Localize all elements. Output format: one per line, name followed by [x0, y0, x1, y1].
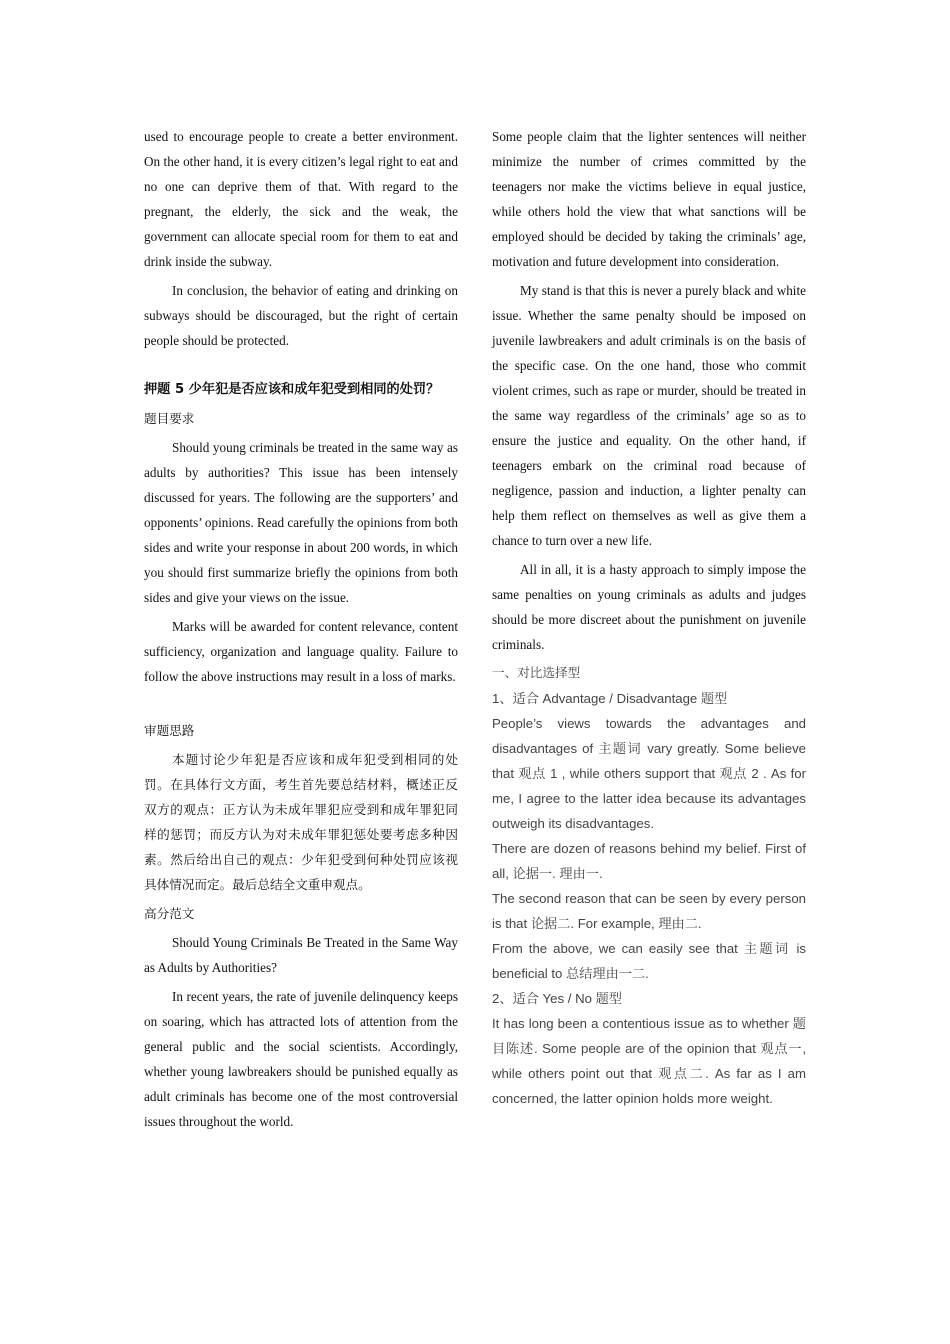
essay-paragraph-2: Some people claim that the lighter sentences will neither minimize the number of crimes committed by the teenagers nor make the victims believe in equal justice, while others hold the view that what sanctions will be employed should be decided by taking the criminals’ age, motivation and future development into consideration.	[492, 129, 806, 269]
paragraph-requirements-marks: Marks will be awarded for content relevance, content sufficiency, organization and language quality. Failure to follow the above instructions may result in a loss of marks.	[144, 619, 458, 684]
template-paragraph-4: From the above, we can easily see that 主题词 is beneficial to 总结理由一二.	[492, 941, 806, 981]
essay-paragraph-1: In recent years, the rate of juvenile delinquency keeps on soaring, which has attracted lots of attention from the general public and the social scientists. Accordingly, whether young lawbreakers should be punished equally as adult criminals has become one of the most controversial issues throughout the world.	[144, 989, 458, 1129]
section-heading-topic5: 押题 5 少年犯是否应该和成年犯受到相同的处罚？	[144, 382, 440, 397]
template-paragraph-1: People’s views towards the advantages and disadvantages of 主题词 vary greatly. Some believe that 观点 1 , while others support that 观点 2 . As for me, I agree to the latter idea because its advantages outweigh its disadvantages.	[492, 716, 806, 831]
essay-paragraph-4: All in all, it is a hasty approach to simply impose the same penalties on young criminals as adults and judges should be more discreet about the punishment on juvenile criminals.	[492, 562, 806, 652]
paragraph-subway-rights: used to encourage people to create a better environment. On the other hand, it is every citizen’s legal right to eat and no one can deprive them of that. With regard to the pregnant, the elderly, the sick and the weak, the government can allocate special room for them to eat and drink inside the subway.	[144, 129, 458, 269]
right-column	[492, 124, 806, 1111]
label-sample-essay: 高分范文	[144, 906, 195, 921]
left-column	[144, 124, 458, 1138]
template-heading: 一、对比选择型	[492, 666, 581, 680]
paragraph-subway-conclusion: In conclusion, the behavior of eating and drinking on subways should be discouraged, but the right of certain people should be protected.	[144, 283, 458, 348]
template-subheading-yesno: 2、适合 Yes / No 题型	[492, 991, 622, 1006]
label-analysis: 审题思路	[144, 723, 195, 738]
essay-paragraph-3: My stand is that this is never a purely black and white issue. Whether the same penalty should be imposed on juvenile lawbreakers and adult criminals is on the basis of the specific case. On the one hand, those who commit violent crimes, such as rape or murder, should be treated in the same way regardless of the criminals’ age so as to ensure the justice and equality. On the other hand, if teenagers embark on the criminal road because of negligence, passion and induction, a lighter penalty can help them reflect on themselves as well as give them a chance to turn over a new life.	[492, 283, 806, 548]
paragraph-requirements-prompt: Should young criminals be treated in the same way as adults by authorities? This issue has been intensely discussed for years. The following are the supporters’ and opponents’ opinions. Read carefully the opinions from both sides and write your response in about 200 words, in which you should first summarize briefly the opinions from both sides and give your views on the issue.	[144, 440, 459, 605]
template-paragraph-2: There are dozen of reasons behind my belief. First of all, 论据一. 理由一.	[492, 841, 806, 881]
template-paragraph-3: The second reason that can be seen by every person is that 论据二. For example, 理由二.	[492, 891, 806, 931]
label-requirements: 题目要求	[144, 411, 195, 426]
template-subheading-advantage: 1、适合 Advantage / Disadvantage 题型	[492, 691, 728, 706]
template-paragraph-5: It has long been a contentious issue as to whether 题目陈述. Some people are of the opinion that 观点一, while others point out that 观点二. As far as I am concerned, the latter opinion holds more weight.	[492, 1016, 806, 1106]
essay-title: Should Young Criminals Be Treated in the Same Way as Adults by Authorities?	[144, 935, 458, 975]
paragraph-analysis: 本题讨论少年犯是否应该和成年犯受到相同的处罚。在具体行文方面，考生首先要总结材料，概述正反双方的观点：正方认为未成年罪犯应受到和成年罪犯同样的惩罚；而反方认为对未成年罪犯惩处要考虑多种因素。然后给出自己的观点：少年犯受到何种处罚应该视具体情况而定。最后总结全文重申观点。	[144, 752, 458, 892]
template-section	[492, 661, 806, 1111]
